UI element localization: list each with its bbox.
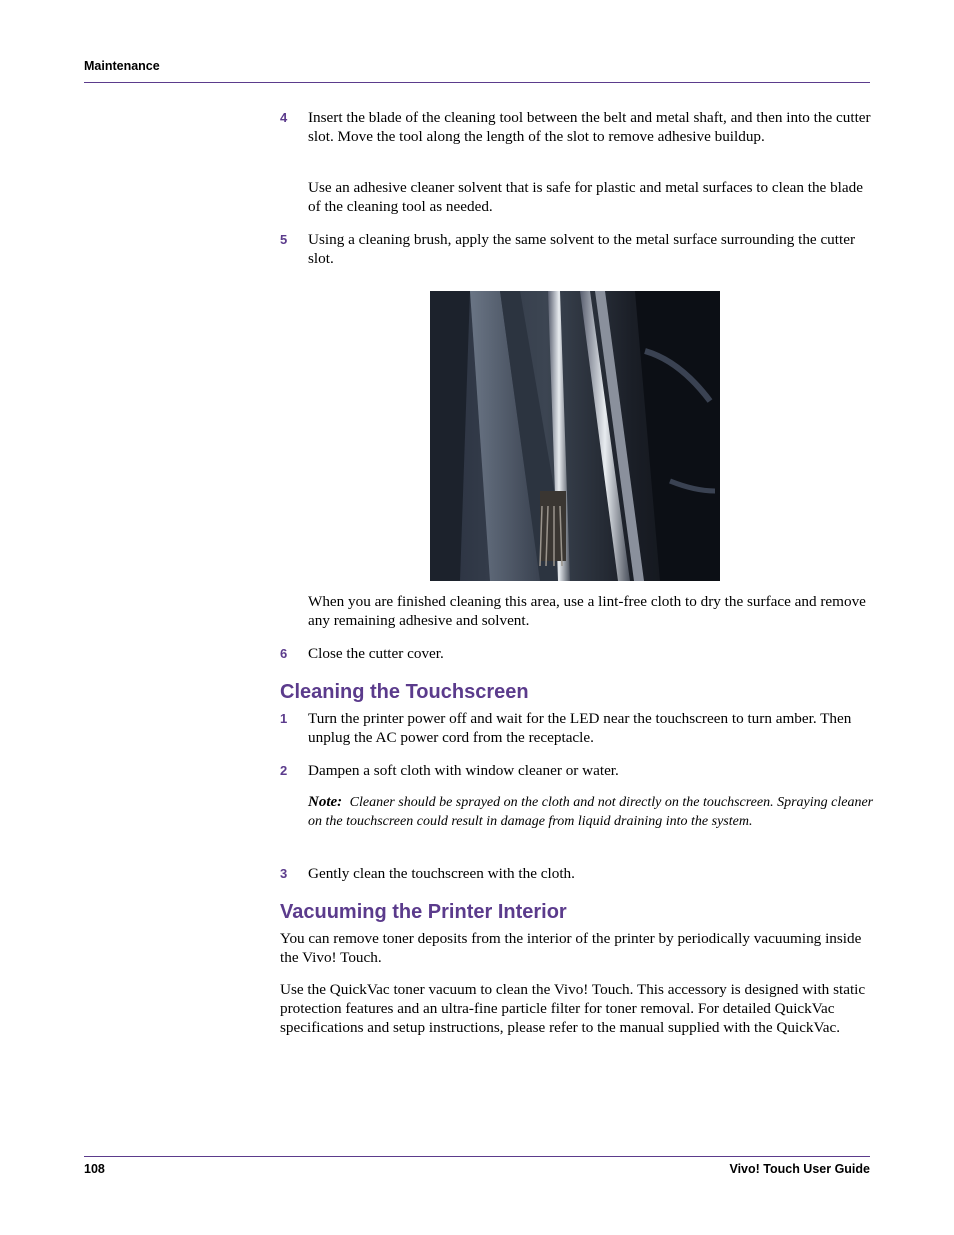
step-followup: Use an adhesive cleaner solvent that is safe for plastic and metal surfaces to clean the blade of the cleaning tool as needed.: [308, 179, 863, 215]
section-heading-touchscreen: Cleaning the Touchscreen: [280, 681, 529, 703]
step-number: 4: [280, 110, 288, 125]
running-header: Maintenance: [84, 59, 160, 73]
photo-followup-text: When you are finished cleaning this area, use a lint-free cloth to dry the surface and remove any remaining adhesive and solvent.: [308, 593, 866, 629]
photo-illustration: [430, 291, 720, 581]
step-text: Gently clean the touchscreen with the cloth.: [308, 865, 575, 882]
step-number: 1: [280, 711, 288, 726]
page-number: 108: [84, 1162, 105, 1176]
footer-rule: [84, 1156, 870, 1157]
step-text: Dampen a soft cloth with window cleaner or water.: [308, 762, 619, 779]
step-number: 5: [280, 232, 288, 247]
step-number: 6: [280, 646, 288, 661]
section-heading-vacuum: Vacuuming the Printer Interior: [280, 901, 567, 923]
note-text: Cleaner should be sprayed on the cloth and not directly on the touchscreen. Spraying cleaner on the touchscreen could result in damage from liquid draining into the system.: [308, 795, 874, 829]
header-rule: [84, 82, 870, 83]
step-text: Insert the blade of the cleaning tool between the belt and metal shaft, and then into the cutter slot. Move the tool along the length of the slot to remove adhesive buildup.: [308, 109, 871, 145]
step-text: Close the cutter cover.: [308, 645, 444, 662]
step-number: 2: [280, 763, 288, 778]
guide-title: Vivo! Touch User Guide: [729, 1162, 870, 1176]
note-block: [308, 793, 874, 831]
step-text: Turn the printer power off and wait for the LED near the touchscreen to turn amber. Then unplug the AC power cord from the receptacle.: [308, 710, 852, 746]
step-number: 3: [280, 866, 288, 881]
vacuum-paragraph: Use the QuickVac toner vacuum to clean the Vivo! Touch. This accessory is designed with static protection features and an ultra-fine particle filter for toner removal. For detailed QuickVac specifications and setup instructions, please refer to the manual supplied with the QuickVac.: [280, 981, 866, 1036]
vacuum-paragraph: You can remove toner deposits from the interior of the printer by periodically vacuuming inside the Vivo! Touch.: [280, 930, 862, 966]
cutter-cleaning-photo: [430, 291, 720, 581]
step-text: Using a cleaning brush, apply the same solvent to the metal surface surrounding the cutter slot.: [308, 231, 856, 267]
note-label: Note:: [308, 794, 343, 810]
